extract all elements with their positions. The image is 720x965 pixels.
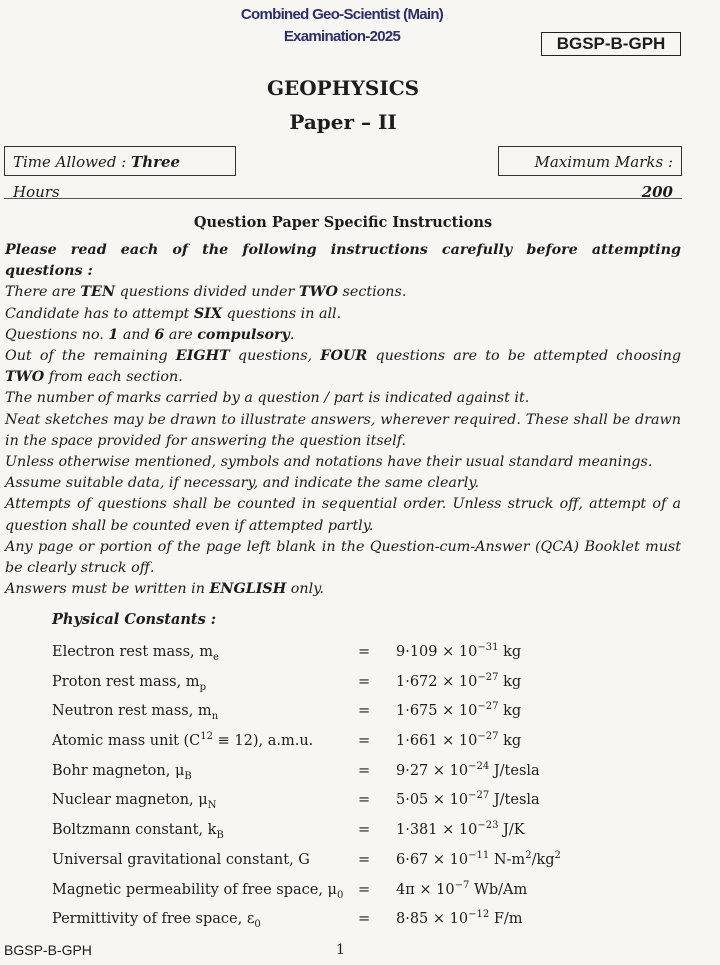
- constant-name: Boltzmann constant, $k_B$: [52, 822, 224, 842]
- time-unit: Hours: [13, 183, 60, 201]
- equals-sign: =: [358, 851, 371, 868]
- marks-value: 200: [641, 183, 673, 201]
- constant-row: [52, 697, 692, 727]
- equals-sign: =: [358, 673, 371, 690]
- constant-name: Permittivity of free space, $\varepsilon_0$: [52, 911, 261, 931]
- constant-row: [52, 846, 692, 876]
- constant-name: Electron rest mass, $m_e$: [52, 644, 219, 663]
- instruction-line: There are TEN questions divided under TWO sections.: [5, 284, 407, 301]
- constant-value: $1\cdot 661 \times 10^{-27}$ kg: [396, 731, 522, 750]
- constant-value: $1\cdot 672 \times 10^{-27}$ kg: [396, 671, 522, 690]
- exam-title-line1: Combined Geo-Scientist (Main): [240, 6, 444, 23]
- constant-row: [52, 786, 692, 816]
- time-allowed-box: [4, 146, 236, 201]
- constant-row: [52, 757, 692, 787]
- constant-row: [52, 816, 692, 846]
- constant-row: [52, 638, 692, 668]
- equals-sign: =: [358, 733, 371, 750]
- equals-sign: =: [358, 822, 371, 839]
- maximum-marks-box: [498, 146, 682, 201]
- instructions-lead: Please read each of the following instructions carefully before attempting questions :: [5, 242, 681, 280]
- constants-table: [52, 638, 692, 935]
- instructions-list: [5, 240, 681, 600]
- instruction-line: Unless otherwise mentioned, symbols and notations have their usual standard meanings.: [5, 454, 653, 471]
- exam-title: [220, 4, 464, 48]
- instruction-line: Questions no. 1 and 6 are compulsory.: [5, 326, 295, 343]
- constant-name: Nuclear magneton, $\mu_N$: [52, 792, 217, 812]
- divider: [4, 198, 682, 199]
- constant-value: $4\pi \times 10^{-7}$ Wb/Am: [396, 879, 528, 898]
- paper-title: Paper – II: [289, 110, 397, 134]
- constant-value: $8\cdot 85 \times 10^{-12}$ F/m: [396, 909, 523, 928]
- equals-sign: =: [358, 644, 371, 660]
- constant-name: Proton rest mass, $m_p$: [52, 673, 206, 693]
- marks-label: Maximum Marks :: [534, 153, 673, 171]
- constant-row: [52, 876, 692, 906]
- equals-sign: =: [358, 703, 371, 720]
- time-value: Three: [131, 153, 181, 171]
- instruction-line: Neat sketches may be drawn to illustrate answers, wherever required. These shall be drawn in the space provided for answering the question itself.: [5, 411, 681, 449]
- constant-value: $9\cdot 109 \times 10^{-31}$ kg: [396, 642, 522, 660]
- instruction-line: Out of the remaining EIGHT questions, FOUR questions are to be attempted choosing TWO from each section.: [5, 348, 681, 386]
- instructions-title: Question Paper Specific Instructions: [193, 214, 493, 231]
- instruction-line: Answers must be written in ENGLISH only.: [5, 581, 324, 598]
- instruction-line: The number of marks carried by a question / part is indicated against it.: [5, 390, 530, 407]
- constant-value: $5\cdot 05 \times 10^{-27}$ J/tesla: [396, 790, 540, 809]
- constant-value: $9\cdot 27 \times 10^{-24}$ J/tesla: [396, 760, 540, 779]
- page-number: 1: [336, 942, 345, 958]
- instruction-line: Candidate has to attempt SIX questions in all.: [5, 305, 342, 322]
- equals-sign: =: [358, 762, 371, 779]
- constant-name: Neutron rest mass, $m_n$: [52, 703, 219, 723]
- constant-row: [52, 727, 692, 757]
- footer-paper-code: BGSP-B-GPH: [4, 942, 92, 958]
- equals-sign: =: [358, 911, 371, 928]
- exam-title-line2: Examination-2025: [283, 28, 401, 45]
- time-label: Time Allowed :: [13, 153, 132, 171]
- subject-title: GEOPHYSICS: [266, 76, 420, 100]
- constant-name: Magnetic permeability of free space, $\mu_0$: [52, 881, 344, 901]
- constant-row: [52, 668, 692, 698]
- constant-name: Atomic mass unit $(C^{12} \equiv 12)$, a.m.u.: [52, 731, 314, 750]
- constant-value: $1\cdot 675 \times 10^{-27}$ kg: [396, 701, 522, 720]
- equals-sign: =: [358, 792, 371, 809]
- paper-code-box: BGSP-B-GPH: [541, 32, 681, 56]
- instruction-line: Attempts of questions shall be counted in sequential order. Unless struck off, attempt of a question shall be counted even if attempted partly.: [5, 496, 681, 534]
- constant-name: Bohr magneton, $\mu_B$: [52, 762, 192, 782]
- constant-name: Universal gravitational constant, G: [52, 851, 310, 868]
- constant-value: $1\cdot 381 \times 10^{-23}$ J/K: [396, 820, 525, 839]
- constant-value: $6\cdot 67 \times 10^{-11}$ $N-m^2/kg^2$: [396, 849, 561, 868]
- instruction-line: Assume suitable data, if necessary, and indicate the same clearly.: [5, 475, 480, 492]
- instruction-line: Any page or portion of the page left blank in the Question-cum-Answer (QCA) Booklet must be clearly struck off.: [5, 538, 681, 577]
- physical-constants-title: Physical Constants :: [52, 611, 217, 628]
- equals-sign: =: [358, 881, 371, 898]
- constant-row: [52, 905, 692, 935]
